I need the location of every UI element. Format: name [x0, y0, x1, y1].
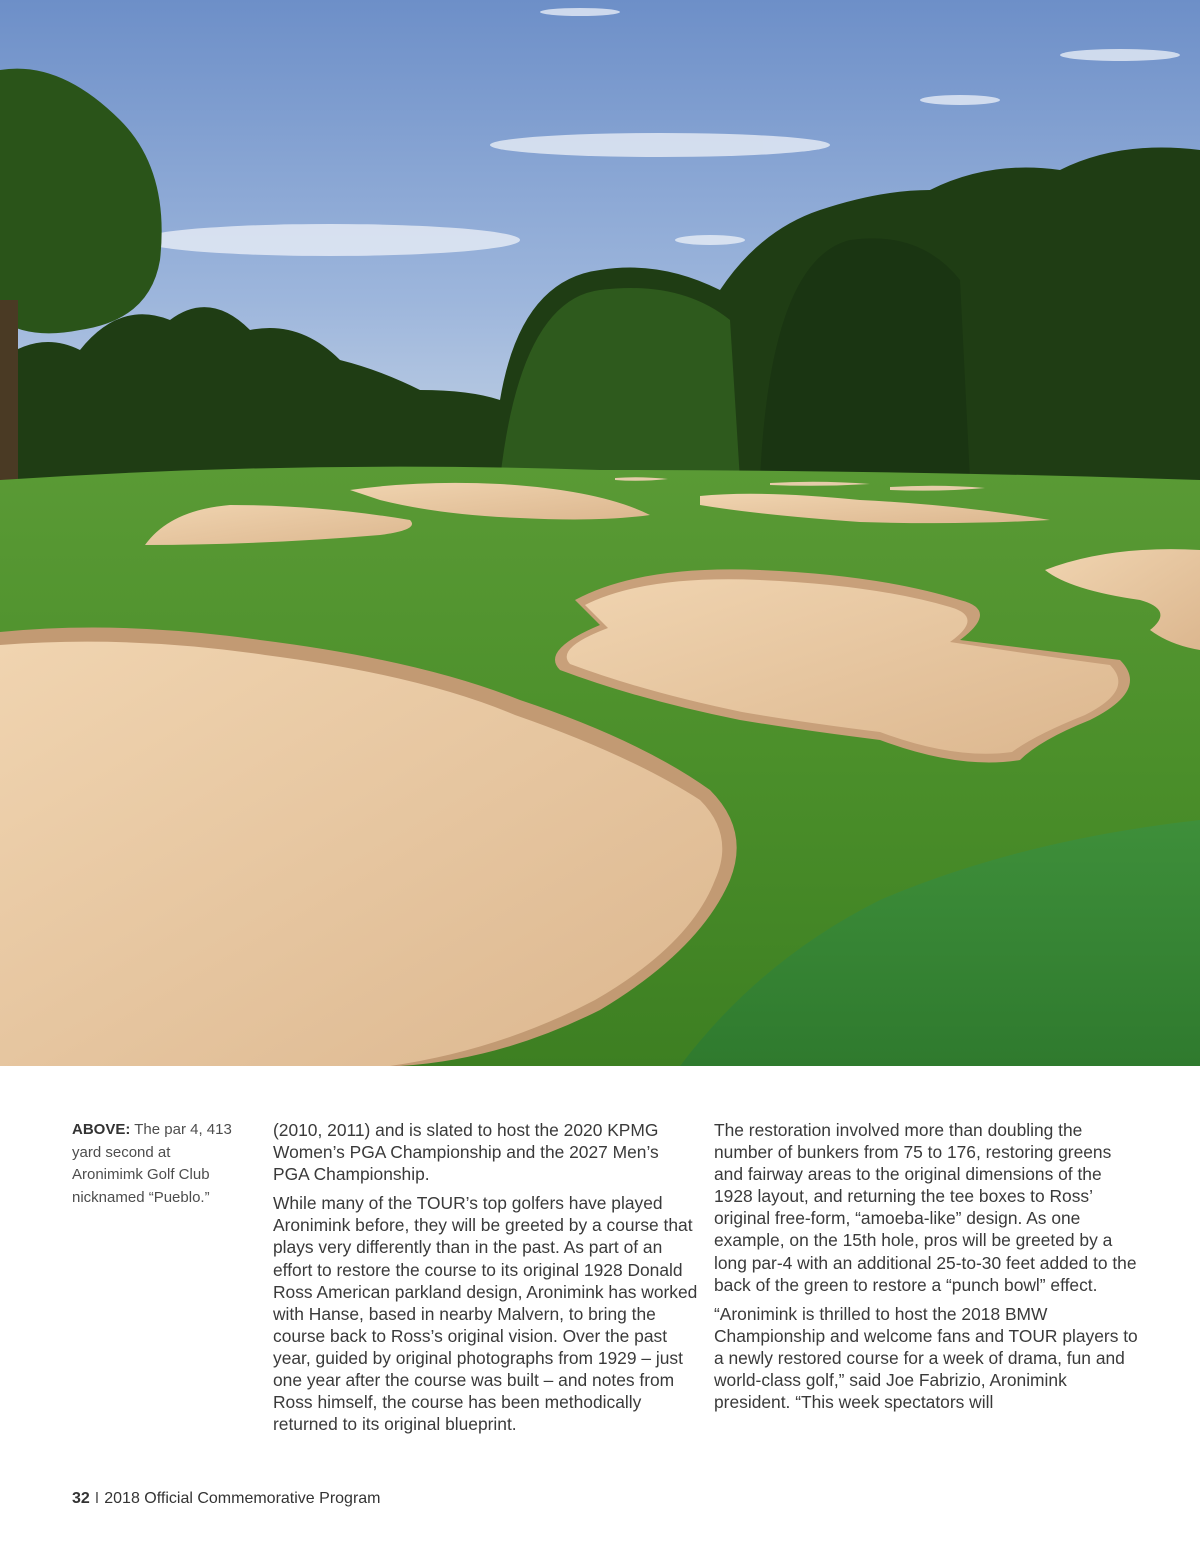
caption-label: ABOVE: — [72, 1121, 131, 1138]
footer-separator: I — [94, 1490, 100, 1507]
photo-caption — [72, 1119, 237, 1209]
paragraph: (2010, 2011) and is slated to host the 2020 KPMG Women’s PGA Championship and the 2027 Men’s PGA Championship. — [273, 1120, 659, 1185]
caption-text: The par 4, 413 yard second at Aronimimk Golf Club nicknamed “Pueblo.” — [72, 1121, 232, 1206]
page-footer — [72, 1490, 381, 1508]
paragraph: “Aronimink is thrilled to host the 2018 BMW Championship and welcome fans and TOUR players to a newly restored course for a week of drama, fun and world-class golf,” said Joe Fabrizio, Aronimink president. “This week spectators will — [714, 1303, 1138, 1413]
paragraph: The restoration involved more than doubling the number of bunkers from 75 to 176, restoring greens and fairway areas to the original dimensions of the 1928 layout, and returning the tee boxes to Ross’ original free-form, “amoeba-like” design. As one example, on the 15th hole, pros will be greeted by a long par-4 with an additional 25-to-30 feet added to the back of the green to restore a “punch bowl” effect. — [714, 1120, 1137, 1295]
publication-title: 2018 Official Commemorative Program — [104, 1490, 381, 1507]
article-column-2 — [714, 1119, 1144, 1420]
page-number: 32 — [72, 1490, 90, 1507]
paragraph: While many of the TOUR’s top golfers have played Aronimink before, they will be greeted by a course that plays very differently than in the past. As part of an effort to restore the course to its original 1928 Donald Ross American parkland design, Aronimink has worked with Hanse, based in nearby Malvern, to bring the course back to Ross’s original vision. Over the past year, guided by original photographs from 1929 – just one year after the course was built – and notes from Ross himself, the course has been methodically returned to its original blueprint. — [273, 1193, 698, 1435]
article-column-1 — [273, 1119, 698, 1442]
